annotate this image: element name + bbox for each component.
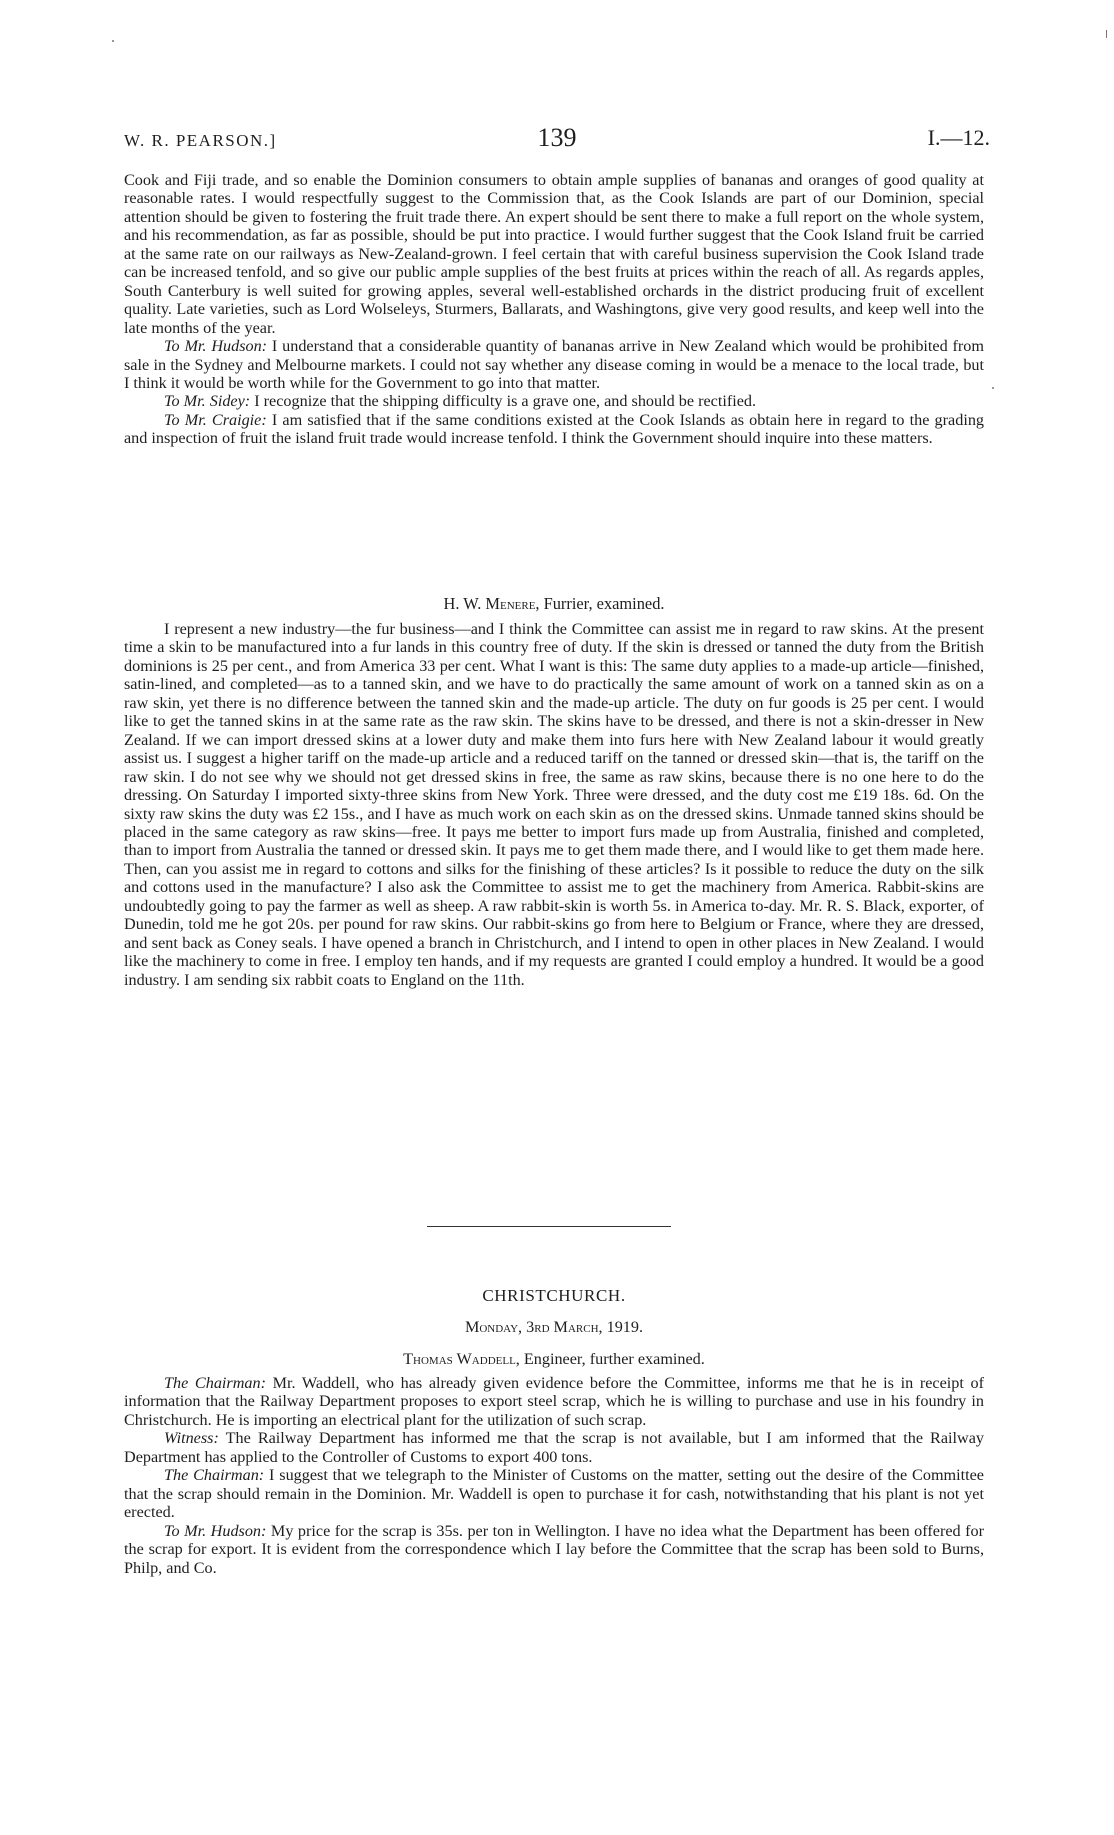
speaker-label: The Chairman:	[164, 1466, 265, 1485]
witness-role: , Furrier, examined.	[535, 594, 665, 613]
menere-evidence	[124, 620, 984, 989]
paragraph	[124, 1429, 984, 1466]
speaker-label: Witness:	[164, 1429, 219, 1448]
scan-speck	[1106, 30, 1107, 38]
paragraph-text: I recognize that the shipping difficulty is a grave one, and should be rectified.	[250, 392, 757, 411]
paragraph-text: I suggest that we telegraph to the Minister of Customs on the matter, setting out the desire of the Committee that the scrap should remain in the Dominion. Mr. Waddell is open to purchase it for cash, notwithstanding that his plant is not yet erected.	[124, 1466, 984, 1522]
page-number: 139	[537, 123, 577, 152]
document-reference: I.—12.	[927, 125, 990, 150]
pearson-evidence-continued	[124, 171, 984, 448]
witness-role: , Engineer, further examined.	[515, 1350, 705, 1368]
paragraph	[124, 337, 984, 392]
speaker-label: The Chairman:	[164, 1374, 266, 1392]
section-date	[124, 1318, 984, 1337]
paragraph	[124, 1522, 984, 1577]
scan-speck	[992, 387, 994, 389]
paragraph-text: I understand that a considerable quantity of bananas arrive in New Zealand which would be prohibited from sale in the Sydney and Melbourne markets. I could not say whether any disease coming in would be a menace to the local trade, but I think it would be worth while for the Government to go into that matter.	[124, 337, 984, 392]
page-header	[124, 123, 990, 157]
section-place-heading: CHRISTCHURCH.	[482, 1286, 626, 1305]
witness-surname: Menere	[485, 594, 536, 613]
speaker-label: To Mr. Sidey:	[164, 392, 251, 411]
date-rest: , 3rd March, 1919.	[518, 1318, 644, 1336]
paragraph-text: I am satisfied that if the same conditions existed at the Cook Islands as obtain here in regard to the grading and inspection of fruit the island fruit trade would increase tenfold. I think the Government should inquire into these matters.	[124, 410, 985, 448]
witness-name: Thomas Waddell	[403, 1350, 516, 1368]
speaker-label: To Mr. Hudson:	[164, 1521, 267, 1540]
date-day: Monday	[464, 1318, 519, 1336]
witness-heading	[124, 594, 984, 614]
waddell-evidence	[124, 1374, 984, 1577]
header-witness-name: W. R. PEARSON.]	[124, 131, 277, 150]
scan-speck	[112, 40, 114, 42]
witness-initials: H. W.	[443, 594, 486, 613]
speaker-label: To Mr. Hudson:	[164, 337, 268, 356]
paragraph-text: The Railway Department has informed me that the scrap is not available, but I am informed that the Railway Department has applied to the Controller of Customs to export 400 tons.	[124, 1429, 984, 1466]
paragraph-text: My price for the scrap is 35s. per ton in Wellington. I have no idea what the Department has been offered for the scrap for export. It is evident from the correspondence which I lay before the Committee that the scrap has been sold to Burns, Philp, and Co.	[124, 1521, 984, 1577]
paragraph	[124, 1466, 984, 1521]
witness-heading	[124, 1350, 984, 1369]
paragraph: Cook and Fiji trade, and so enable the Dominion consumers to obtain ample supplies of bananas and oranges of good quality at reasonable rates. I would respectfully suggest to the Commission that, as the Cook Islands are part of our Dominion, special attention should be given to fostering the fruit trade there. An expert should be sent there to make a full report on the whole system, and his recommendation, as far as possible, should be put into practice. I would further suggest that the Cook Island fruit be carried at the same rate on our railways as New-Zealand-grown. I feel certain that with careful business supervision the Cook Island trade can be increased tenfold, and so give our public ample supplies of the best fruits at prices within the reach of all. As regards apples, South Canterbury is well suited for growing apples, several well-established orchards in the district producing fruit of excellent quality. Late varieties, such as Lord Wolseleys, Sturmers, Ballarats, and Washingtons, give very good results, and keep well into the late months of the year.	[124, 171, 984, 337]
speaker-label: To Mr. Craigie:	[164, 410, 267, 429]
paragraph	[124, 411, 984, 448]
paragraph	[124, 392, 984, 410]
paragraph: I represent a new industry—the fur business—and I think the Committee can assist me in regard to raw skins. At the present time a skin to be manufactured into a fur lands in this country free of duty. If the skin is dressed or tanned the duty from the British dominions is 25 per cent., and from America 33 per cent. What I want is this: The same duty applies to a made-up article—finished, satin-lined, and completed—as to a tanned skin, and we have to do practically the same amount of work on a tanned skin as on a raw skin, yet there is no difference between the tanned skin and the made-up article. The duty on fur goods is 25 per cent. I would like to get the tanned skins in at the same rate as the raw skin. The skins have to be dressed, and there is not a skin-dresser in New Zealand. If we can import dressed skins at a lower duty and make them into furs here with New Zealand labour it would greatly assist us. I suggest a higher tariff on the made-up article and a reduced tariff on the tanned or dressed skin—that is, the tariff on the raw skin. I do not see why we should not get dressed skins in free, the same as raw skins, because there is no one here to do the dressing. On Saturday I imported sixty-three skins from New York. Three were dressed, and the duty cost me £19 18s. 6d. On the sixty raw skins the duty was £2 15s., and I have as much work on each skin as on the dressed skins. Unmade tanned skins should be placed in the same category as raw skins—free. It pays me better to import furs made up from Australia, finished and completed, than to import from Australia the tanned or dressed skin. It pays me to get them made there, and I would like to get them made here. Then, can you assist me in regard to cottons and silks for the finishing of these articles? Is it possible to reduce the duty on the silk and cottons used in the manufacture? I also ask the Committee to assist me to get the machinery from America. Rabbit-skins are undoubtedly going to pay the farmer as well as sheep. A raw rabbit-skin is worth 5s. in America to-day. Mr. R. S. Black, exporter, of Dunedin, told me he got 20s. per pound for raw skins. Our rabbit-skins go from here to Belgium or France, where they are dressed, and sent back as Coney seals. I have opened a branch in Christchurch, and I intend to open in other places in New Zealand. I would like the machinery to come in free. I employ ten hands, and if my requests are granted I could employ a hundred. It would be a good industry. I am sending six rabbit coats to England on the 11th.	[124, 620, 984, 989]
section-divider	[427, 1226, 671, 1227]
paragraph-text: Mr. Waddell, who has already given evidence before the Committee, informs me that he is in receipt of information that the Railway Department proposes to export steel scrap, which he is willing to purchase and use in his foundry in Christchurch. He is importing an electrical plant for the utilization of such scrap.	[124, 1374, 984, 1429]
paragraph	[124, 1374, 984, 1429]
